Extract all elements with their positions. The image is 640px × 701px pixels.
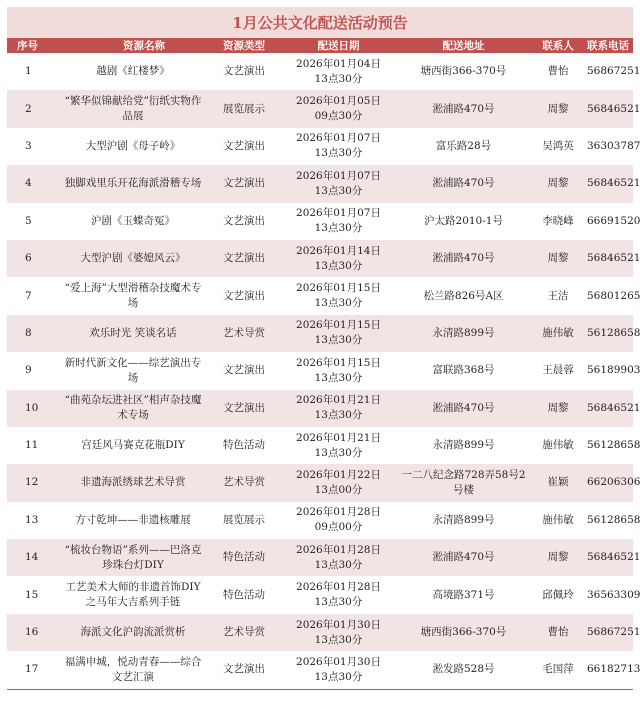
row-type: 特色活动 [223,588,265,601]
row-address: 高境路371号 [432,588,495,601]
row-date-day: 2026年01月15日 [296,282,381,295]
row-date-day: 2026年01月28日 [296,581,381,594]
row-date-time: 13点30分 [314,596,363,609]
table-row [7,576,633,613]
row-no: 4 [7,165,59,202]
row-address: 沪太路2010-1号 [424,214,503,227]
table-row [7,651,633,689]
row-no: 8 [7,315,59,352]
row-address: 塘西街366-370号 [396,614,531,651]
row-date-day: 2026年01月07日 [296,132,381,145]
row-phone: 56867251 [585,614,633,651]
row-date-time: 13点30分 [314,222,363,235]
row-date-day: 2026年01月07日 [296,207,381,220]
row-type: 艺术导赏 [207,315,281,352]
row-phone: 56846521 [585,90,633,127]
row-phone: 56128658 [587,513,640,526]
row-date-time: 13点30分 [314,558,363,571]
row-address: 淞浦路470号 [396,90,531,127]
row-address: 松兰路826号A区 [423,289,504,302]
row-phone: 66691520 [587,214,640,227]
row-date [281,651,396,689]
row-name: 方寸乾坤——非遗核雕展 [75,513,191,526]
row-contact: 施伟敏 [542,513,574,526]
row-contact: 施伟敏 [531,315,585,352]
table-row [7,128,633,165]
row-address: 淞浦路470号 [396,390,531,427]
row-type: 特色活动 [223,439,265,452]
header-type: 资源类型 [207,38,281,53]
row-name: 欢乐时光 笑谈名话 [59,315,207,352]
row-phone: 56846521 [585,390,633,427]
row-date [281,277,396,314]
row-date [281,90,396,127]
row-contact: 曹怡 [531,614,585,651]
row-address: 永清路899号 [396,315,531,352]
row-date-day: 2026年01月14日 [296,244,381,257]
row-date-time: 09点30分 [314,110,363,123]
row-date-day: 2026年01月07日 [296,169,381,182]
row-contact: 崔颖 [531,464,585,501]
row-date-time: 13点30分 [314,446,363,459]
row-date [281,53,396,90]
row-name: “繁华似锦献给党”衍纸实物作品展 [59,90,207,127]
row-date-time: 13点30分 [314,147,363,160]
row-name: 大型沪剧《母子岭》 [85,139,181,152]
row-phone: 36563309 [587,588,640,601]
row-type: 展览展示 [207,90,281,127]
row-contact: 周黎 [531,539,585,576]
row-date-day: 2026年01月05日 [296,95,381,108]
row-date-time: 09点00分 [314,521,363,534]
row-date [281,165,396,202]
row-phone: 56128658 [585,315,633,352]
row-name: 越剧《红楼梦》 [96,65,170,78]
row-type: 文艺演出 [207,240,281,277]
table-row [7,90,633,127]
row-no: 9 [25,364,32,377]
row-date-time: 13点30分 [314,334,363,347]
row-name: 新时代新文化——综艺演出专场 [64,356,202,384]
row-date-time: 13点30分 [314,297,363,310]
row-no: 10 [7,390,59,427]
table-row [7,464,633,501]
table-row [7,240,633,277]
table-row [7,203,633,240]
row-name: 工艺美术大师的非遗首饰DIY之马年大吉系列手链 [65,581,201,609]
row-contact: 王晨蓉 [542,364,574,377]
table-row [7,277,633,314]
row-phone: 36303787 [587,139,640,152]
row-contact: 周黎 [531,165,585,202]
row-name: “梳妆台物语”系列——巴洛克珍珠台灯DIY [59,539,207,576]
row-phone: 56846521 [585,539,633,576]
row-address: 塘西街366-370号 [420,65,507,78]
table-row [7,352,633,389]
row-contact: 周黎 [531,90,585,127]
row-address: 永清路899号 [432,513,495,526]
row-no: 17 [7,651,59,689]
header-date: 配送日期 [281,38,396,53]
row-address: 淞浦路470号 [396,240,531,277]
row-date [281,427,396,464]
row-type: 文艺演出 [223,364,265,377]
row-no: 5 [25,214,32,227]
row-address: 富联路368号 [432,364,495,377]
table-row [7,165,633,202]
row-address: 永清路899号 [432,439,495,452]
row-date [281,128,396,165]
row-phone: 56846521 [585,240,633,277]
row-date [281,614,396,651]
header-name: 资源名称 [59,38,207,53]
activity-table [7,38,640,690]
row-no: 12 [7,464,59,501]
row-address: 淞浦路470号 [396,165,531,202]
header-phone: 联系电话 [585,38,633,53]
row-no: 13 [25,513,39,526]
row-address: 淞浦路470号 [396,539,531,576]
row-contact: 邱佩玲 [542,588,574,601]
table-header-row [7,38,633,53]
row-contact: 曹怡 [547,65,569,78]
row-date [281,352,396,389]
row-date-time: 13点30分 [314,371,363,384]
row-name: 沪剧《玉蝶奇冤》 [91,214,175,227]
row-type: 艺术导赏 [207,614,281,651]
row-name: 大型沪剧《婆媳风云》 [59,240,207,277]
row-type: 文艺演出 [207,390,281,427]
row-date-day: 2026年01月30日 [296,618,381,631]
row-phone: 66206306 [585,464,633,501]
row-name: 独脚戏里乐开花海派滑稽专场 [59,165,207,202]
row-contact: 周黎 [531,390,585,427]
row-type: 文艺演出 [223,214,265,227]
row-type: 文艺演出 [223,65,265,78]
row-date [281,576,396,613]
row-contact: 王洁 [547,289,569,302]
row-date [281,315,396,352]
row-date-day: 2026年01月15日 [296,319,381,332]
row-name: 非遗海派绣球艺术导赏 [59,464,207,501]
row-no: 3 [25,139,32,152]
row-date-day: 2026年01月28日 [296,506,381,519]
row-no: 2 [7,90,59,127]
row-date-day: 2026年01月21日 [296,394,381,407]
row-name: 宫廷风马赛克花瓶DIY [81,439,185,452]
table-row [7,427,633,464]
table-row [7,539,633,576]
header-address: 配送地址 [396,38,531,53]
row-address: 淞发路528号 [396,651,531,689]
row-address: 富乐路28号 [435,139,492,152]
schedule-sheet [7,7,640,690]
table-row [7,614,633,651]
page-title: 1月公共文化配送活动预告 [7,7,633,38]
row-date-time: 13点30分 [314,670,363,683]
row-name: 海派文化沪韵流派赏析 [59,614,207,651]
row-phone: 56128658 [587,439,640,452]
row-contact: 周黎 [531,240,585,277]
row-date-time: 13点30分 [314,409,363,422]
row-no: 7 [25,289,32,302]
row-no: 11 [25,439,39,452]
row-phone: 56867251 [587,65,640,78]
row-type: 艺术导赏 [207,464,281,501]
row-date-time: 13点30分 [314,259,363,272]
row-date-day: 2026年01月22日 [296,468,381,481]
row-contact: 施伟敏 [542,439,574,452]
row-phone: 56801265 [587,289,640,302]
row-address: 一二八纪念路728弄58号2号楼 [396,464,531,501]
row-name: 福满申城，悦动青春——综合文艺汇演 [59,651,207,689]
table-row [7,315,633,352]
row-no: 1 [25,65,32,78]
row-phone: 56189903 [587,364,640,377]
row-contact: 毛国萍 [531,651,585,689]
row-date [281,390,396,427]
row-contact: 李晓峰 [542,214,574,227]
row-type: 展览展示 [223,513,265,526]
row-date-day: 2026年01月04日 [296,57,381,70]
row-contact: 吴鸿英 [542,139,574,152]
row-date [281,240,396,277]
row-no: 15 [25,588,39,601]
table-row [7,502,633,539]
row-date-day: 2026年01月28日 [296,543,381,556]
row-date-day: 2026年01月15日 [296,356,381,369]
row-date-day: 2026年01月21日 [296,431,381,444]
row-date-day: 2026年01月30日 [296,655,381,668]
row-type: 文艺演出 [207,651,281,689]
row-date-time: 13点30分 [314,633,363,646]
row-name: “曲苑杂坛进社区”相声杂技魔术专场 [59,390,207,427]
row-date [281,502,396,539]
row-no: 14 [7,539,59,576]
header-contact: 联系人 [531,38,585,53]
row-date-time: 13点30分 [314,184,363,197]
row-date-time: 13点30分 [314,72,363,85]
table-row [7,390,633,427]
row-date [281,464,396,501]
row-no: 16 [7,614,59,651]
header-no: 序号 [7,38,59,53]
row-type: 文艺演出 [207,165,281,202]
row-type: 文艺演出 [223,139,265,152]
row-type: 特色活动 [207,539,281,576]
row-type: 文艺演出 [223,289,265,302]
row-date [281,539,396,576]
row-name: “爱上海”大型滑稽杂技魔术专场 [64,282,202,310]
row-date-time: 13点00分 [314,483,363,496]
row-phone: 56846521 [585,165,633,202]
row-no: 6 [7,240,59,277]
row-phone: 66182713 [585,651,633,689]
row-date [281,203,396,240]
table-row [7,53,633,90]
